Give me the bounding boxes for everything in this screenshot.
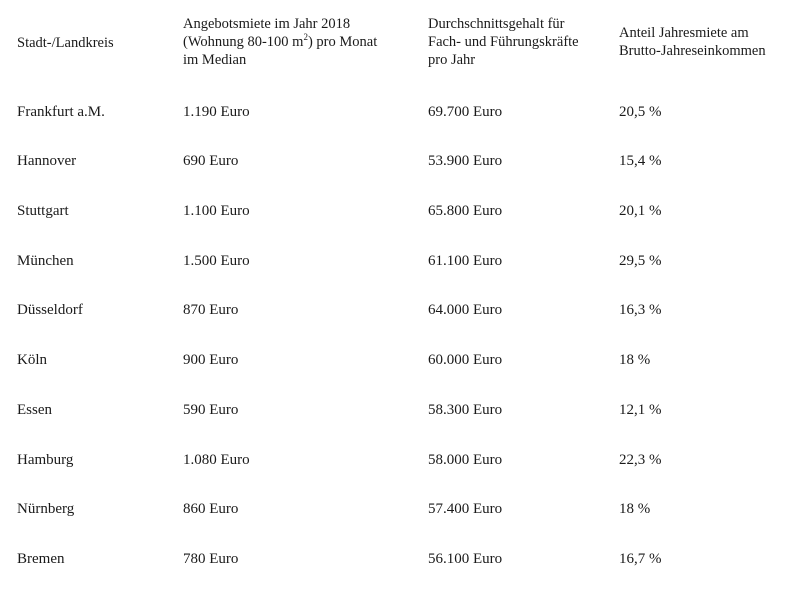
cell-share: 29,5 %	[619, 253, 662, 269]
cell-share: 16,7 %	[619, 551, 662, 567]
cell-salary: 56.100 Euro	[428, 551, 503, 567]
table-row	[0, 549, 800, 569]
cell-rent: 870 Euro	[183, 302, 239, 318]
cell-share: 16,3 %	[619, 302, 662, 318]
header-rent-line2	[183, 33, 377, 51]
cell-city: Frankfurt a.M.	[17, 104, 105, 120]
cell-rent: 900 Euro	[183, 352, 239, 368]
header-share-line2: Brutto-Jahreseinkommen	[619, 43, 766, 59]
cell-city: Nürnberg	[17, 501, 75, 517]
cell-rent: 1.080 Euro	[183, 452, 250, 468]
cell-rent: 1.500 Euro	[183, 253, 250, 269]
header-rent	[183, 15, 377, 69]
header-rent-line2-post: ) pro Monat	[307, 34, 378, 50]
cell-city: München	[17, 253, 74, 269]
cell-rent: 590 Euro	[183, 402, 239, 418]
header-rent-line3: im Median	[183, 52, 247, 68]
table-row	[0, 450, 800, 470]
cell-share: 18 %	[619, 352, 651, 368]
header-salary-line2: Fach- und Führungskräfte	[428, 34, 579, 50]
cell-salary: 61.100 Euro	[428, 253, 503, 269]
cell-share: 12,1 %	[619, 402, 662, 418]
cell-share: 20,5 %	[619, 104, 662, 120]
cell-salary: 64.000 Euro	[428, 302, 503, 318]
table-row	[0, 151, 800, 171]
cell-city: Köln	[17, 352, 47, 368]
cell-salary: 65.800 Euro	[428, 203, 503, 219]
table-row	[0, 300, 800, 320]
header-salary	[428, 15, 579, 69]
cell-city: Hamburg	[17, 452, 74, 468]
cell-city: Essen	[17, 402, 52, 418]
cell-share: 15,4 %	[619, 153, 662, 169]
header-share	[619, 24, 766, 60]
header-salary-line3: pro Jahr	[428, 52, 476, 68]
header-rent-superscript: 2	[303, 32, 308, 43]
header-share-line1: Anteil Jahresmiete am	[619, 25, 749, 41]
cell-city: Stuttgart	[17, 203, 69, 219]
cell-salary: 58.300 Euro	[428, 402, 503, 418]
header-salary-line1: Durchschnittsgehalt für	[428, 16, 565, 32]
cell-share: 20,1 %	[619, 203, 662, 219]
cell-salary: 57.400 Euro	[428, 501, 503, 517]
cell-share: 18 %	[619, 501, 651, 517]
header-rent-line1: Angebotsmiete im Jahr 2018	[183, 16, 351, 32]
cell-city: Bremen	[17, 551, 65, 567]
table-row	[0, 499, 800, 519]
table-row	[0, 400, 800, 420]
cell-city: Hannover	[17, 153, 77, 169]
header-city	[17, 34, 114, 52]
cell-salary: 69.700 Euro	[428, 104, 503, 120]
table-row	[0, 102, 800, 122]
cell-share: 22,3 %	[619, 452, 662, 468]
header-city-label: Stadt-/Landkreis	[17, 35, 114, 51]
cell-rent: 1.100 Euro	[183, 203, 250, 219]
cell-city: Düsseldorf	[17, 302, 83, 318]
table-row	[0, 201, 800, 221]
cell-rent: 690 Euro	[183, 153, 239, 169]
cell-salary: 60.000 Euro	[428, 352, 503, 368]
cell-salary: 58.000 Euro	[428, 452, 503, 468]
cell-salary: 53.900 Euro	[428, 153, 503, 169]
table-row	[0, 350, 800, 370]
header-rent-line2-pre: (Wohnung 80-100 m	[183, 34, 304, 50]
table-row	[0, 251, 800, 271]
cell-rent: 860 Euro	[183, 501, 239, 517]
cell-rent: 1.190 Euro	[183, 104, 250, 120]
cell-rent: 780 Euro	[183, 551, 239, 567]
